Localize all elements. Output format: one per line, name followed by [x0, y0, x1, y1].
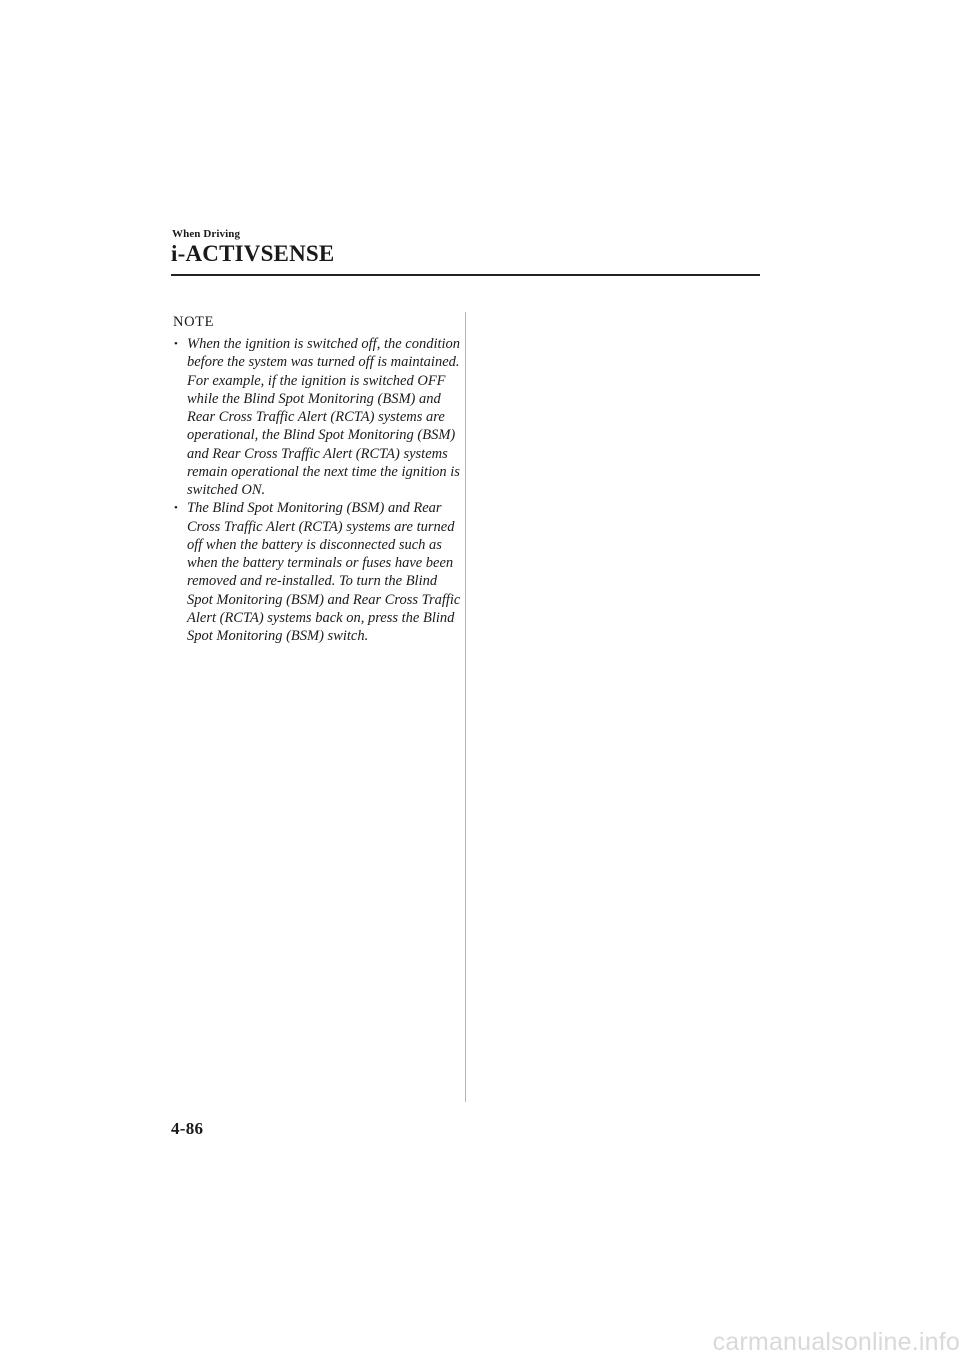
note-list [173, 335, 463, 645]
note-item [173, 499, 463, 645]
note-item [173, 335, 463, 499]
note-item-text: When the ignition is switched off, the condition before the system was turned off is maintained. For example, if the ignition is switched OFF while the Blind Spot Monitoring (BSM) and Rear Cross Traffic Alert (RCTA) systems are operational, the Blind Spot Monitoring (BSM) and Rear Cross Traffic Alert (RCTA) systems remain operational the next time the ignition is switched ON. [187, 336, 461, 498]
watermark: carmanualsonline.info [712, 1328, 960, 1356]
chapter-title: i-ACTIVSENSE [171, 241, 335, 266]
header-rule [171, 274, 760, 276]
section-label: When Driving [172, 228, 241, 240]
note-block [173, 313, 463, 645]
bullet-icon: • [174, 338, 178, 350]
page-number: 4-86 [171, 1119, 204, 1138]
column-divider [465, 312, 466, 1102]
note-item-text: The Blind Spot Monitoring (BSM) and Rear Cross Traffic Alert (RCTA) systems are turned off when the battery is disconnected such as when the battery terminals or fuses have been removed and re-installed. To turn the Blind Spot Monitoring (BSM) and Rear Cross Traffic Alert (RCTA) systems back on, press the Blind Spot Monitoring (BSM) switch. [187, 500, 461, 644]
note-heading: NOTE [173, 314, 215, 330]
bullet-icon: • [174, 502, 178, 515]
